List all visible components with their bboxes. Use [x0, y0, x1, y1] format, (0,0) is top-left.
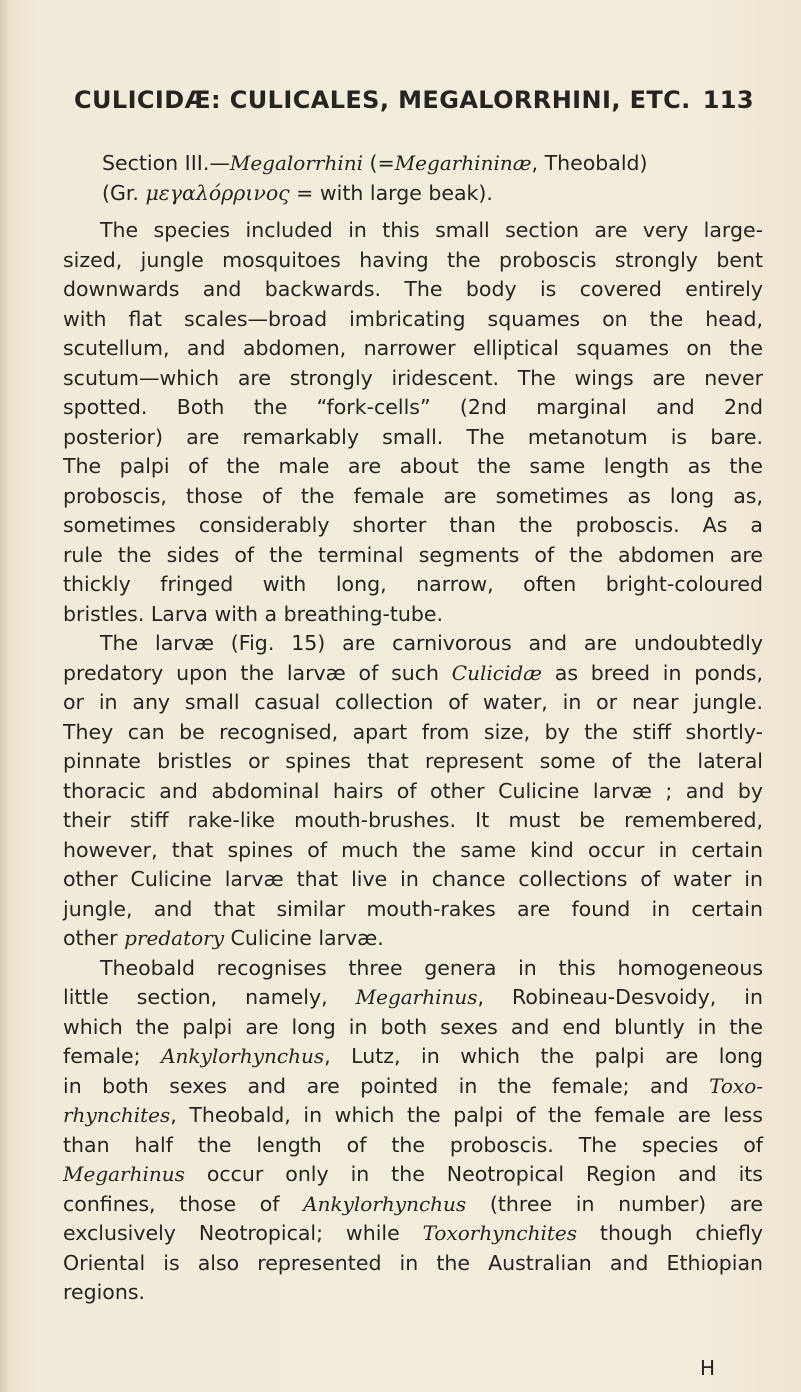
text-run: though chiefly	[577, 1221, 763, 1245]
italic-run: predatory	[124, 926, 225, 950]
section-label: Section III.—	[102, 151, 230, 175]
text-line	[63, 1190, 763, 1220]
text-run: little section, namely,	[63, 985, 356, 1009]
text-line: or in any small casual collection of water, in or near jungle.	[63, 690, 763, 714]
greek-word: μεγαλόρρινος	[145, 181, 290, 205]
text-line: Theobald recognises three genera in this homogeneous	[100, 955, 763, 980]
text-line: rule the sides of the terminal segments of the abdomen are	[63, 542, 763, 567]
text-line: Oriental is also represented in the Australian and Ethiopian	[63, 1250, 763, 1275]
italic-run: rhynchites	[63, 1103, 171, 1127]
italic-run: Culicidæ	[451, 660, 542, 685]
text-run: predatory upon the larvæ of such	[63, 660, 452, 685]
greek-meaning: = with large beak).	[289, 181, 493, 205]
section-equals: (=	[363, 151, 395, 175]
text-line: which the palpi are long in both sexes and end bluntly in the	[63, 1014, 763, 1039]
text-line: proboscis, those of the female are sometimes as long as,	[63, 483, 763, 508]
section-author: , Theobald)	[531, 151, 648, 175]
text-line	[63, 1042, 763, 1072]
text-line: posterior) are remarkably small. The metanotum is bare.	[63, 424, 763, 449]
text-run: occur only in the Neotropical Region and its	[184, 1162, 763, 1186]
text-line: thickly fringed with long, narrow, often bright-coloured	[63, 572, 763, 596]
text-line	[63, 659, 763, 689]
text-run: in both sexes and are pointed in the female; and	[63, 1073, 710, 1098]
text-line: The palpi of the male are about the same length as the	[63, 454, 763, 478]
text-line	[63, 1101, 763, 1131]
section-heading-line-2	[102, 178, 762, 208]
text-run: Culicine larvæ.	[224, 926, 384, 950]
text-line: other Culicine larvæ that live in chance collections of water in	[63, 867, 763, 891]
section-heading-line-1	[102, 148, 762, 178]
text-line: thoracic and abdominal hairs of other Culicine larvæ ; and by	[63, 778, 763, 803]
text-run: exclusively Neotropical; while	[63, 1221, 423, 1245]
section-name: Megalorrhini	[229, 151, 363, 175]
text-run: other	[63, 926, 125, 950]
text-line: pinnate bristles or spines that represent some of the lateral	[63, 749, 763, 773]
text-line	[63, 1219, 763, 1249]
text-line: regions.	[63, 1280, 146, 1304]
text-line: downwards and backwards. The body is covered entirely	[63, 277, 763, 301]
section-heading	[102, 148, 762, 208]
section-synonym: Megarhininæ	[394, 151, 532, 175]
text-run: (three in number) are	[466, 1191, 763, 1216]
running-head	[74, 86, 755, 114]
paragraph-2	[63, 629, 763, 954]
text-line	[63, 1160, 763, 1190]
text-line: however, that spines of much the same kind occur in certain	[63, 837, 763, 862]
text-line: sometimes considerably shorter than the proboscis. As a	[63, 513, 763, 537]
text-run: as breed in ponds,	[541, 660, 763, 685]
greek-prefix: (Gr.	[102, 181, 146, 205]
text-run: , Robineau-Desvoidy, in	[477, 985, 763, 1009]
italic-run: Toxorhynchites	[422, 1221, 577, 1245]
text-line: their stiff rake-like mouth-brushes. It must be remembered,	[63, 808, 763, 832]
text-line	[63, 983, 763, 1013]
text-run: , Lutz, in which the palpi are long	[324, 1044, 763, 1068]
page-number: 113	[702, 86, 755, 114]
italic-run: Megarhinus	[355, 985, 478, 1009]
signature-mark: H	[700, 1356, 716, 1380]
italic-run: Toxo-	[709, 1073, 763, 1098]
text-line: scutellum, and abdomen, narrower elliptical squames on the	[63, 336, 763, 360]
page-gutter-shadow	[0, 0, 10, 1392]
paragraph-1	[63, 216, 763, 629]
text-line: bristles. Larva with a breathing-tube.	[63, 601, 444, 626]
text-line: with flat scales—broad imbricating squames on the head,	[63, 306, 763, 331]
text-line: sized, jungle mosquitoes having the proboscis strongly bent	[63, 247, 763, 272]
paragraph-3	[63, 954, 763, 1308]
italic-run: Ankylorhynchus	[303, 1191, 467, 1216]
text-line	[63, 924, 763, 954]
text-run: , Theobald, in which the palpi of the female are less	[170, 1103, 763, 1127]
body-text	[63, 216, 763, 1308]
text-line: scutum—which are strongly iridescent. The wings are never	[63, 365, 763, 390]
text-run: confines, those of	[63, 1191, 304, 1216]
text-run: female;	[63, 1044, 162, 1068]
text-line: They can be recognised, apart from size, by the stiff shortly-	[63, 719, 763, 744]
italic-run: Ankylorhynchus	[161, 1044, 325, 1068]
text-line: The larvæ (Fig. 15) are carnivorous and are undoubtedly	[100, 631, 763, 655]
running-title: CULICIDÆ: CULICALES, MEGALORRHINI, ETC.	[74, 86, 691, 114]
text-line: jungle, and that similar mouth-rakes are found in certain	[63, 896, 763, 921]
text-line: spotted. Both the “fork-cells” (2nd marginal and 2nd	[63, 395, 763, 419]
text-line: The species included in this small section are very large-	[100, 218, 763, 242]
text-line	[63, 1072, 763, 1102]
text-line: than half the length of the proboscis. The species of	[63, 1132, 763, 1157]
italic-run: Megarhinus	[63, 1162, 185, 1186]
